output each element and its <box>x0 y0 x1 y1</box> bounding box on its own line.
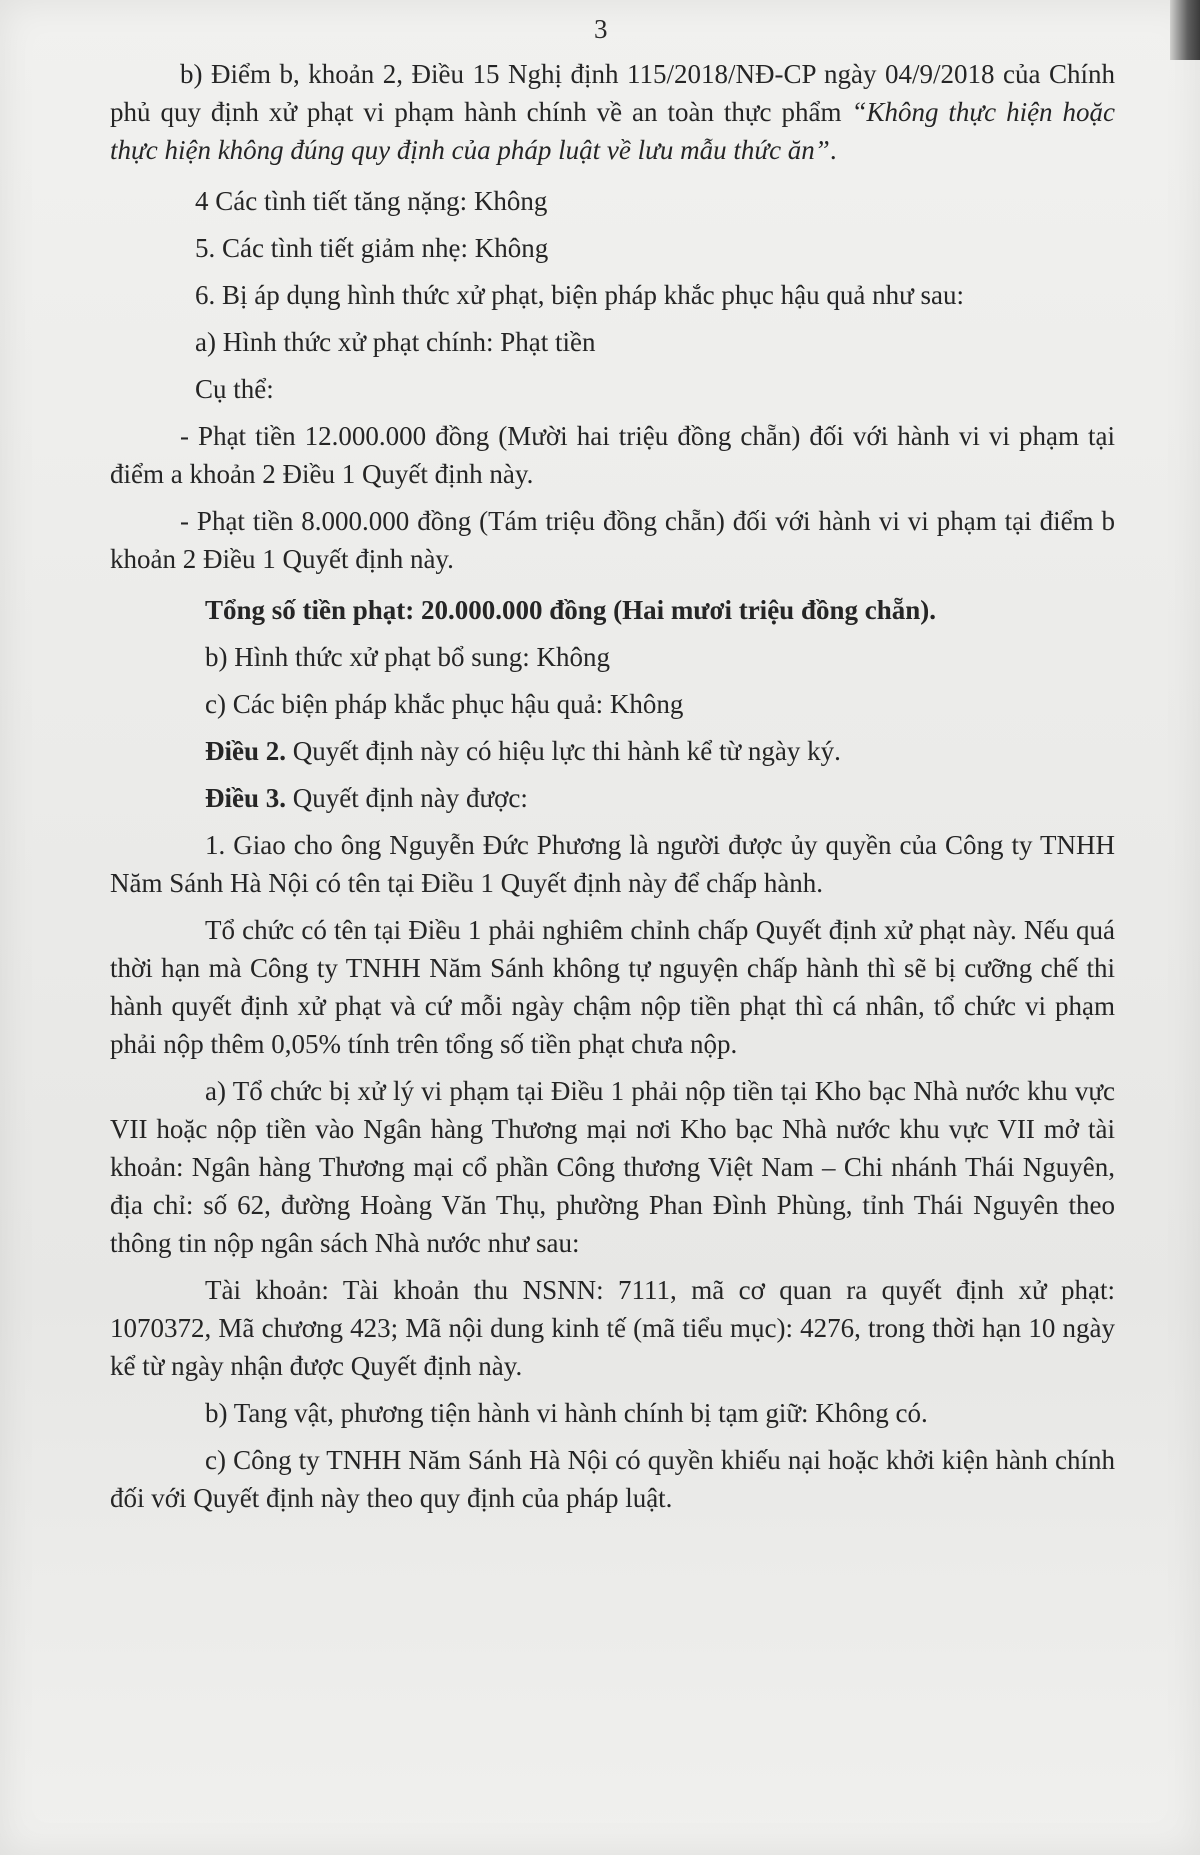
fine-item-a: - Phạt tiền 12.000.000 đồng (Mười hai triệu đồng chẵn) đối với hành vi vi phạm tại điểm a khoản 2 Điều 1 Quyết định này. <box>110 421 1115 489</box>
main-penalty-form: a) Hình thức xử phạt chính: Phạt tiền <box>195 327 596 357</box>
penalty-forms-heading: 6. Bị áp dụng hình thức xử phạt, biện pháp khắc phục hậu quả như sau: <box>195 280 964 310</box>
document-body <box>110 55 1115 1517</box>
complaint-rights: c) Công ty TNHH Năm Sánh Hà Nội có quyền khiếu nại hoặc khởi kiện hành chính đối với Quyết định này theo quy định của pháp luật. <box>110 1445 1115 1513</box>
legal-basis-text: b) Điểm b, khoản 2, Điều 15 Nghị định 115/2018/NĐ-CP ngày 04/9/2018 của Chính phủ quy định xử phạt vi phạm hành chính về an toàn thực phẩm <box>110 59 1115 127</box>
article-3 <box>110 779 1115 817</box>
specifics-label: Cụ thể: <box>195 374 274 404</box>
mitigating-circumstances: 5. Các tình tiết giảm nhẹ: Không <box>195 233 549 263</box>
account-details: Tài khoản: Tài khoản thu NSNN: 7111, mã cơ quan ra quyết định xử phạt: 1070372, Mã chương 423; Mã nội dung kinh tế (mã tiểu mục): 4276, trong thời hạn 10 ngày kể từ ngày nhận được Quyết định này. <box>110 1275 1115 1381</box>
aggravating-circumstances: 4 Các tình tiết tăng nặng: Không <box>195 186 548 216</box>
article-2-label: Điều 2. <box>205 736 286 766</box>
paragraph-legal-basis <box>110 55 1115 169</box>
remedial-measures: c) Các biện pháp khắc phục hậu quả: Không <box>205 689 684 719</box>
background-corner <box>1170 0 1200 60</box>
total-fine-text: Tổng số tiền phạt: 20.000.000 đồng (Hai mươi triệu đồng chẵn). <box>205 595 936 625</box>
payment-instructions: a) Tổ chức bị xử lý vi phạm tại Điều 1 phải nộp tiền tại Kho bạc Nhà nước khu vực VII hoặc nộp tiền vào Ngân hàng Thương mại nơi Kho bạc Nhà nước khu vực VII mở tài khoản: Ngân hàng Thương mại cổ phần Công thương Việt Nam – Chi nhánh Thái Nguyên, địa chỉ: số 62, đường Hoàng Văn Thụ, phường Phan Đình Phùng, tỉnh Thái Nguyên theo thông tin nộp ngân sách Nhà nước như sau: <box>110 1076 1115 1258</box>
fine-item-b: - Phạt tiền 8.000.000 đồng (Tám triệu đồng chẵn) đối với hành vi vi phạm tại điểm b khoản 2 Điều 1 Quyết định này. <box>110 506 1115 574</box>
article-3-item-1: 1. Giao cho ông Nguyễn Đức Phương là người được ủy quyền của Công ty TNHH Năm Sánh Hà Nội có tên tại Điều 1 Quyết định này để chấp hành. <box>110 830 1115 898</box>
legal-basis-quote: “Không thực hiện hoặc thực hiện không đúng quy định của pháp luật về lưu mẫu thức ăn” <box>110 97 1115 165</box>
page-number: 3 <box>594 14 608 44</box>
article-2-text: Quyết định này có hiệu lực thi hành kể từ ngày ký. <box>286 736 841 766</box>
additional-penalty: b) Hình thức xử phạt bổ sung: Không <box>205 642 610 672</box>
article-2 <box>110 732 1115 770</box>
enforcement-paragraph: Tổ chức có tên tại Điều 1 phải nghiêm chỉnh chấp Quyết định xử phạt này. Nếu quá thời hạn mà Công ty TNHH Năm Sánh không tự nguyện chấp hành thì sẽ bị cưỡng chế thi hành quyết định xử phạt và cứ mỗi ngày chậm nộp tiền phạt thì cá nhân, tổ chức vi phạm phải nộp thêm 0,05% tính trên tổng số tiền phạt chưa nộp. <box>110 915 1115 1059</box>
seized-items: b) Tang vật, phương tiện hành vi hành chính bị tạm giữ: Không có. <box>205 1398 928 1428</box>
article-3-text: Quyết định này được: <box>286 783 528 813</box>
total-fine <box>110 591 1115 629</box>
legal-basis-end: . <box>829 135 837 165</box>
article-3-label: Điều 3. <box>205 783 286 813</box>
